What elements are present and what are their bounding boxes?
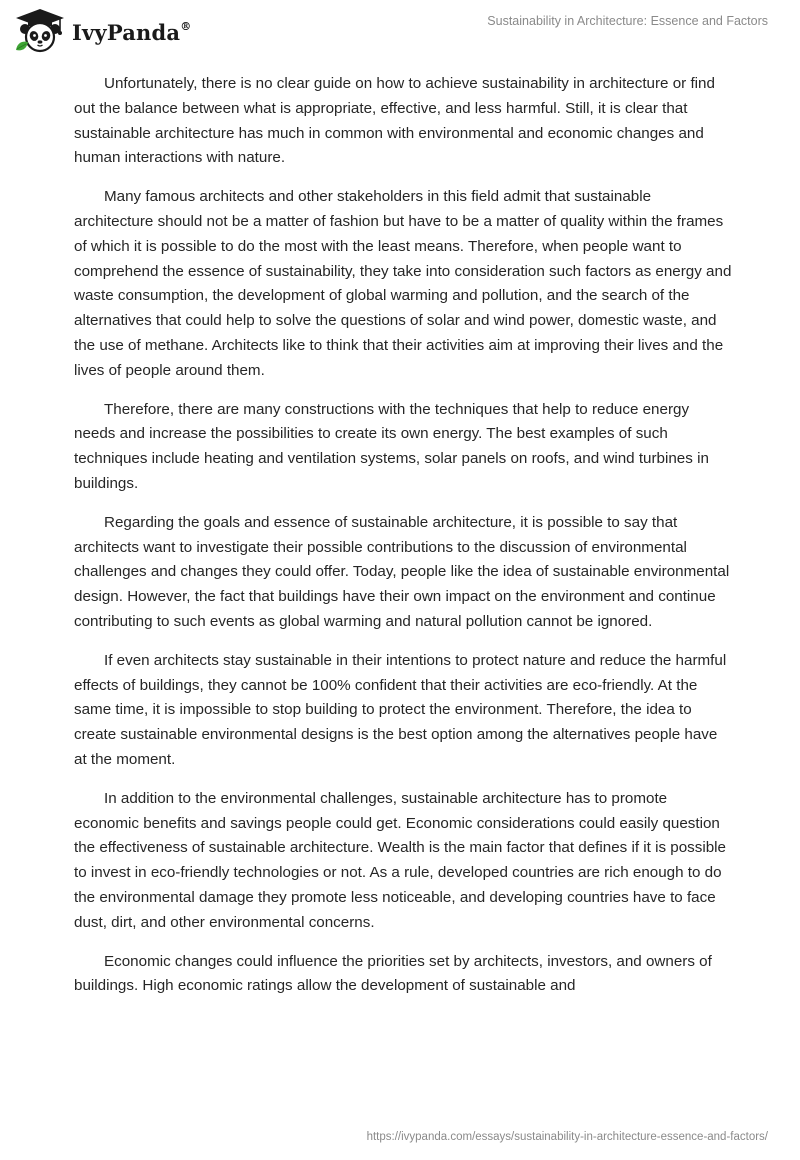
essay-body <box>74 72 734 1013</box>
brand-name: IvyPanda® <box>72 19 192 45</box>
page-header <box>0 0 800 60</box>
paragraph-4: Regarding the goals and essence of sustainable architecture, it is possible to say that architects want to investigate their possible contributions to the discussion of environmental challenges and changes they could offer. Today, people like the idea of sustainable environmental design. However, the fact that buildings have their own impact on the environment and continue contributing to such events as global warming and natural pollution cannot be ignored. <box>74 513 730 630</box>
paragraph-6: In addition to the environmental challenges, sustainable architecture has to promote economic benefits and savings people could get. Economic considerations could easily question the effectiveness of sustainable architecture. Wealth is the main factor that defines if it is possible to invest in eco-friendly technologies or not. As a rule, developed countries are rich enough to do the environmental damage they promote less noticeable, and developing countries have to face dust, dirt, and other environmental concerns. <box>74 789 727 931</box>
paragraph-2: Many famous architects and other stakeholders in this field admit that sustainable architecture should not be a matter of fashion but have to be a matter of quality within the frames of which it is possible to do the most with the least means. Therefore, when people want to comprehend the essence of sustainability, they take into consideration such factors as energy and waste consumption, the development of global warming and pollution, and the search of the alternatives that could help to solve the questions of solar and wind power, domestic waste, and the use of methane. Architects like to think that their activities aim at improving their lives and the lives of people around them. <box>74 188 732 379</box>
paragraph-3: Therefore, there are many constructions with the techniques that help to reduce energy needs and increase the possibilities to create its own energy. The best examples of such techniques include heating and ventilation systems, solar panels on roofs, and wind turbines in buildings. <box>74 400 709 492</box>
panda-graduate-icon <box>14 8 66 54</box>
paragraph-5: If even architects stay sustainable in their intentions to protect nature and reduce the harmful effects of buildings, they cannot be 100% confident that their activities are eco-friendly. At the same time, it is impossible to stop building to protect the environment. Therefore, the idea to create sustainable environmental designs is the best option among the alternatives people have at the moment. <box>74 651 727 768</box>
paragraph-7: Economic changes could influence the priorities set by architects, investors, and owners of buildings. High economic ratings allow the development of sustainable and <box>74 952 712 995</box>
ivypanda-logo[interactable] <box>14 8 191 54</box>
source-url-link[interactable]: https://ivypanda.com/essays/sustainability-in-architecture-essence-and-factors/ <box>366 1131 768 1143</box>
document-title: Sustainability in Architecture: Essence and Factors <box>487 14 768 28</box>
paragraph-1: Unfortunately, there is no clear guide on how to achieve sustainability in architecture or find out the balance between what is appropriate, effective, and less harmful. Still, it is clear that sustainable architecture has much in common with environmental and economic changes and human interactions with nature. <box>74 75 715 167</box>
registered-mark: ® <box>180 19 192 33</box>
